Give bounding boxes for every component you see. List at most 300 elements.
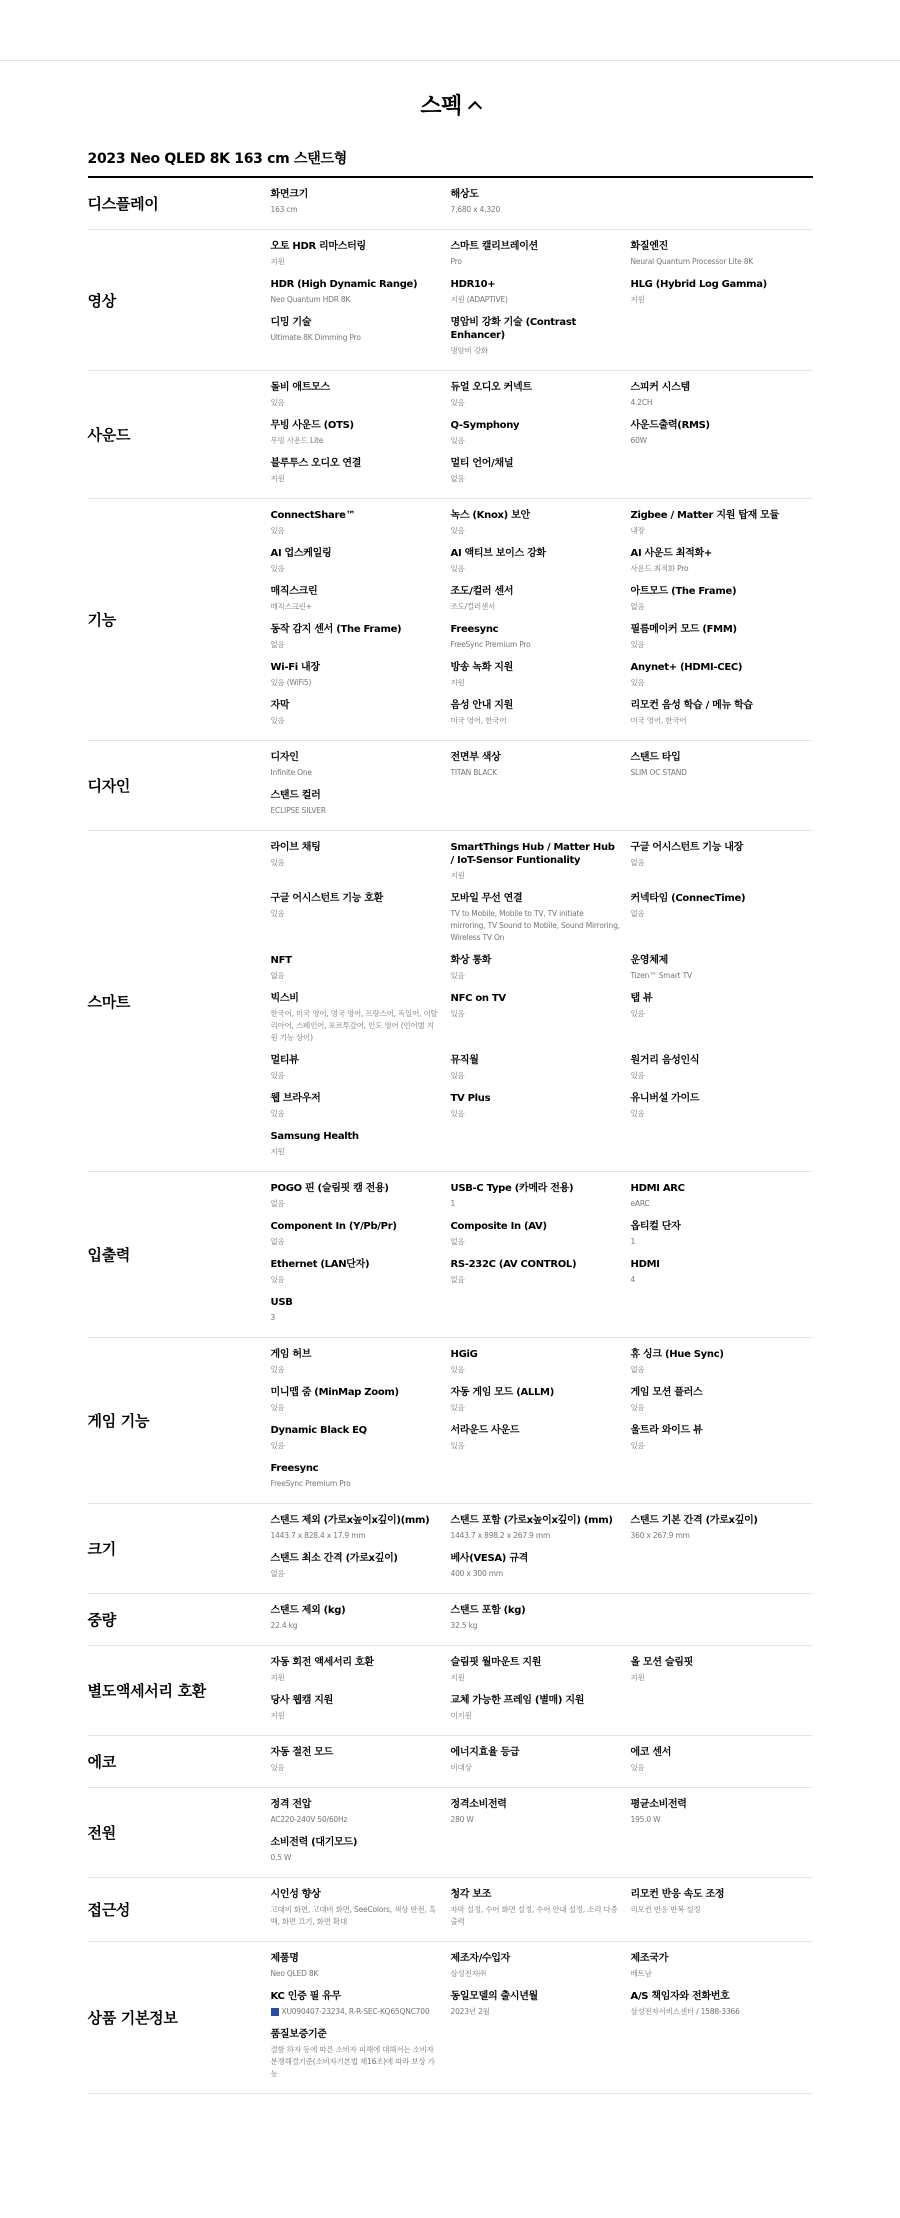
spec-label: 슬림핏 월마운트 지원	[450, 1657, 542, 1668]
spec-item	[451, 841, 631, 892]
spec-label: 제품명	[270, 1953, 299, 1964]
spec-value	[631, 1274, 803, 1286]
spec-value	[451, 435, 621, 447]
section-items	[271, 1878, 813, 1941]
spec-value-text: 없음	[270, 640, 285, 649]
spec-sections	[88, 178, 813, 2094]
spec-item	[451, 278, 631, 316]
spec-value-text: SLIM OC STAND	[630, 768, 687, 777]
spec-label: 게임 모션 플러스	[630, 1387, 703, 1398]
spec-value-text: 있음	[270, 1071, 285, 1080]
spec-value	[631, 857, 803, 869]
spec-value	[271, 1814, 441, 1826]
spec-section	[88, 1594, 813, 1646]
spec-label: NFC on TV	[450, 993, 506, 1004]
spec-item	[631, 1258, 813, 1296]
spec-label: 에너지효율 등급	[450, 1747, 520, 1758]
section-items	[271, 1736, 813, 1787]
spec-value-text: 있음	[450, 436, 465, 445]
spec-value-text: 있음	[270, 1109, 285, 1118]
spec-label: 교체 가능한 프레임 (별매) 지원	[450, 1695, 585, 1706]
spec-value-text: 4.2CH	[630, 398, 653, 407]
spec-value-text: 있음 (WiFi5)	[270, 678, 312, 687]
top-divider	[0, 0, 900, 61]
spec-label: 리모컨 음성 학습 / 메뉴 학습	[630, 700, 753, 711]
spec-value	[451, 1672, 621, 1684]
spec-label: 원거리 음성인식	[630, 1055, 700, 1066]
spec-label: HDMI ARC	[630, 1183, 685, 1194]
spec-value-text: 삼성전자서비스센터 / 1588-3366	[630, 2007, 740, 2016]
spec-section	[88, 1646, 813, 1736]
spec-value	[271, 397, 441, 409]
spec-value-text: 한국어, 미국 영어, 영국 영어, 프랑스어, 독일어, 이탈리아어, 스페인어, 포르투갈어, 인도 영어 (언어별 지원 기능 상이)	[270, 1009, 438, 1042]
section-items	[271, 741, 813, 830]
spec-item	[451, 1092, 631, 1130]
spec-label: 매직스크린	[270, 586, 318, 597]
spec-label: 블루투스 오디오 연결	[270, 458, 362, 469]
spec-value	[271, 1762, 441, 1774]
spec-section	[88, 499, 813, 741]
spec-item	[271, 457, 451, 495]
spec-value	[451, 1070, 621, 1082]
spec-value	[631, 294, 803, 306]
spec-item	[631, 1424, 813, 1462]
spec-value	[271, 908, 441, 920]
section-items	[271, 1788, 813, 1877]
spec-label: Anynet+ (HDMI-CEC)	[630, 662, 743, 673]
spec-item	[271, 1746, 451, 1784]
spec-label: HLG (Hybrid Log Gamma)	[630, 279, 767, 290]
section-title: 별도액세서리 호환	[87, 1682, 206, 1700]
spec-value-text: 없음	[270, 1237, 285, 1246]
spec-value	[271, 2006, 441, 2018]
spec-section	[88, 831, 813, 1172]
spec-label: 스탠드 포함 (kg)	[450, 1605, 526, 1616]
spec-value	[451, 1274, 621, 1286]
spec-label: 에코 센서	[630, 1747, 672, 1758]
spec-value-text: 있음	[630, 1109, 645, 1118]
spec-item	[451, 1888, 631, 1938]
spec-item	[271, 1552, 451, 1590]
spec-value-text: 1443.7 x 828.4 x 17.9 mm	[270, 1531, 366, 1540]
spec-value-text: 32.5 kg	[450, 1621, 478, 1630]
spec-value-text: 고대비 화면, 고대비 화면, SeeColors, 색상 반전, 흑백, 화면 끄기, 화면 확대	[270, 1905, 436, 1926]
spec-value	[451, 563, 621, 575]
spec-item	[451, 1386, 631, 1424]
spec-value-text: 있음	[270, 1763, 285, 1772]
spec-label: 뮤직월	[450, 1055, 479, 1066]
spec-value-text: 없음	[630, 1365, 645, 1374]
page-title: 스펙	[420, 94, 462, 119]
spec-item	[271, 841, 451, 892]
spec-label: Samsung Health	[270, 1131, 359, 1142]
spec-label: 소비전력 (대기모드)	[270, 1837, 358, 1848]
spec-item	[271, 1130, 451, 1168]
spec-value-text: 22.4 kg	[270, 1621, 298, 1630]
spec-label: 울트라 와이드 뷰	[630, 1425, 703, 1436]
spec-value	[271, 473, 441, 485]
spec-value	[451, 1568, 621, 1580]
spec-label: 동일모델의 출시년월	[450, 1991, 538, 2002]
spec-label: 청각 보조	[450, 1889, 492, 1900]
spec-item	[631, 699, 813, 737]
section-items	[271, 1504, 813, 1593]
spec-value-text: 있음	[450, 526, 465, 535]
spec-value-text: 4	[630, 1275, 636, 1284]
spec-section	[88, 1788, 813, 1878]
spec-label: 스마트 캘리브레이션	[450, 241, 538, 252]
spec-label: 옵티컬 단자	[630, 1221, 681, 1232]
spec-value-text: 비대상	[450, 1763, 472, 1772]
spec-item	[271, 509, 451, 547]
spec-value-text: 있음	[270, 1441, 285, 1450]
spec-label: USB	[270, 1297, 293, 1308]
spec-label: HGiG	[450, 1349, 478, 1360]
spec-label: 휴 싱크 (Hue Sync)	[630, 1349, 724, 1360]
spec-value	[631, 2006, 803, 2018]
spec-value	[451, 2006, 621, 2018]
spec-value-text: 7,680 x 4,320	[450, 205, 501, 214]
spec-item	[631, 547, 813, 585]
section-title: 영상	[87, 291, 116, 310]
spec-label: POGO 핀 (슬림핏 캠 전용)	[270, 1183, 389, 1194]
spec-value	[631, 1070, 803, 1082]
spec-item	[631, 1092, 813, 1130]
spec-value	[271, 1852, 441, 1864]
spec-value	[271, 294, 441, 306]
spec-value-text: 리모컨 반응 반복 설정	[630, 1905, 701, 1914]
spec-value	[451, 908, 621, 944]
spec-label: Dynamic Black EQ	[270, 1425, 367, 1436]
spec-value	[451, 1402, 621, 1414]
spec-label: 스탠드 타입	[630, 752, 681, 763]
spec-item	[451, 1220, 631, 1258]
spec-item	[451, 623, 631, 661]
spec-value	[631, 1904, 803, 1916]
spec-item	[271, 381, 451, 419]
spec-value-text: 내장	[630, 526, 645, 535]
spec-label: 서라운드 사운드	[450, 1425, 520, 1436]
spec-item	[451, 1952, 631, 1990]
spec-value-text: 있음	[270, 1365, 285, 1374]
spec-item	[271, 1836, 451, 1874]
spec-value-text: 사운드 최적화 Pro	[630, 564, 689, 573]
spec-item	[631, 1798, 813, 1836]
spec-value-text: 결함 하자 등에 따른 소비자 피해에 대해서는 소비자분쟁해결기준(소비자기본법 제16조)에 따라 보상 가능	[270, 2045, 435, 2078]
spec-section	[88, 1942, 813, 2094]
spec-item	[451, 1656, 631, 1694]
spec-value-text: 지원	[270, 1673, 285, 1682]
spec-label: 명암비 강화 기술 (Contrast Enhancer)	[450, 317, 576, 341]
spec-value	[451, 1530, 621, 1542]
spec-value	[271, 1402, 441, 1414]
spec-value-text: 지원	[270, 1147, 285, 1156]
spec-value-text: 있음	[450, 1071, 465, 1080]
spec-item	[451, 1798, 631, 1836]
spec-value	[451, 970, 621, 982]
spec-label: 조도/컬러 센서	[450, 586, 514, 597]
spec-label: Q-Symphony	[450, 420, 520, 431]
section-title: 에코	[87, 1753, 116, 1771]
spec-value	[631, 1198, 803, 1210]
spec-label: 웹 브라우저	[270, 1093, 321, 1104]
spec-item	[631, 1348, 813, 1386]
spec-item	[451, 751, 631, 789]
spec-value	[271, 1440, 441, 1452]
spec-value-text: 없음	[270, 971, 285, 980]
spec-item	[451, 1604, 631, 1642]
spec-value	[271, 435, 441, 447]
spec-label: 해상도	[450, 189, 479, 200]
spec-label: AI 액티브 보이스 강화	[450, 548, 546, 559]
spec-item	[451, 457, 631, 495]
spec-value-text: 조도/컬러센서	[450, 602, 496, 611]
spec-value-text: 1443.7 x 898.2 x 267.9 mm	[450, 1531, 551, 1540]
spec-value	[451, 204, 621, 216]
spec-value-text: 195.0 W	[630, 1815, 661, 1824]
spec-item	[631, 1990, 813, 2028]
spec-item	[271, 1462, 451, 1500]
spec-value	[451, 767, 621, 779]
spec-item	[451, 1990, 631, 2028]
spec-value	[271, 2044, 441, 2080]
kc-mark-icon	[271, 2008, 279, 2016]
spec-value	[451, 1968, 621, 1980]
spec-item	[271, 1054, 451, 1092]
spec-label: 유니버설 가이드	[630, 1093, 700, 1104]
spec-label: 커넥타임 (ConnecTime)	[630, 893, 746, 904]
spec-value-text: 있음	[630, 640, 645, 649]
spec-value	[451, 677, 621, 689]
spec-label: 자동 게임 모드 (ALLM)	[450, 1387, 554, 1398]
spec-value	[451, 639, 621, 651]
spec-item	[271, 1798, 451, 1836]
spec-label: 듀얼 오디오 커넥트	[450, 382, 532, 393]
spec-value-text: 없음	[630, 909, 645, 918]
spec-item	[451, 381, 631, 419]
spec-label: NFT	[270, 955, 292, 966]
section-title: 스마트	[87, 992, 131, 1011]
section-items	[271, 499, 813, 740]
spec-label: 스탠드 제외 (kg)	[270, 1605, 346, 1616]
spec-value-text: 명암비 강화	[450, 346, 488, 355]
spec-section	[88, 1736, 813, 1788]
spec-item	[451, 1746, 631, 1784]
spec-value	[271, 1620, 441, 1632]
spec-label: AI 사운드 최적화+	[630, 548, 712, 559]
section-items	[271, 178, 813, 229]
spec-value-text: 지원	[270, 474, 285, 483]
spec-value	[631, 601, 803, 613]
spec-item	[271, 789, 451, 827]
spec-item	[451, 1348, 631, 1386]
spec-label: HDR10+	[450, 279, 496, 290]
spec-value-text: 있음	[270, 564, 285, 573]
spec-item	[271, 1694, 451, 1732]
spec-value	[631, 1402, 803, 1414]
spec-value-text: 있음	[270, 716, 285, 725]
spec-item	[271, 992, 451, 1054]
section-title: 전원	[87, 1824, 116, 1842]
spec-label: HDMI	[630, 1259, 660, 1270]
spec-label: 디밍 기술	[270, 317, 312, 328]
section-title: 기능	[87, 611, 116, 629]
spec-value	[271, 1710, 441, 1722]
spec-value	[451, 1108, 621, 1120]
spec-label: 품질보증기준	[270, 2029, 327, 2040]
spec-item	[631, 992, 813, 1054]
spec-item	[451, 188, 631, 226]
spec-label: 정격소비전력	[450, 1799, 507, 1810]
spec-value-text: 지원 (ADAPTIVE)	[450, 295, 508, 304]
spec-item	[271, 661, 451, 699]
spec-item	[631, 1656, 813, 1694]
spec-label: 스탠드 컬러	[270, 790, 321, 801]
spec-label: 구글 어시스턴트 기능 내장	[630, 842, 744, 853]
spec-value	[451, 294, 621, 306]
spec-label: 자동 회전 액세서리 호환	[270, 1657, 374, 1668]
spec-value-text: 있음	[450, 1441, 465, 1450]
section-items	[271, 831, 813, 1171]
spec-value-text: 미지원	[450, 1711, 472, 1720]
spec-label: A/S 책임자와 전화번호	[630, 1991, 730, 2002]
spec-value	[271, 1070, 441, 1082]
spec-item	[271, 1656, 451, 1694]
spec-value	[451, 1904, 621, 1928]
spec-value	[631, 639, 803, 651]
section-title: 크기	[87, 1540, 116, 1558]
spec-value-text: 없음	[270, 1569, 285, 1578]
spec-value	[451, 345, 621, 357]
spec-value-text: 지원	[630, 1673, 645, 1682]
section-title: 입출력	[87, 1246, 131, 1264]
spec-value	[631, 1440, 803, 1452]
spec-label: KC 인증 필 유무	[270, 1991, 341, 2002]
spec-value-text: 있음	[450, 971, 465, 980]
spec-section	[88, 178, 813, 230]
spec-item	[451, 1514, 631, 1552]
spec-item	[271, 1348, 451, 1386]
spec-value-text: 있음	[270, 858, 285, 867]
spec-item	[631, 381, 813, 419]
spec-item	[631, 278, 813, 316]
spec-item	[631, 841, 813, 892]
spec-value	[631, 525, 803, 537]
spec-item	[271, 1514, 451, 1552]
spec-label: 올 모션 슬림핏	[630, 1657, 694, 1668]
spec-item	[271, 699, 451, 737]
spec-label: 스탠드 기본 간격 (가로x깊이)	[630, 1515, 758, 1526]
spec-value	[451, 601, 621, 613]
spec-value	[631, 256, 803, 268]
spec-value-text: 있음	[630, 1071, 645, 1080]
spec-item	[271, 1888, 451, 1938]
spec-value-text: Neo QLED 8K	[270, 1969, 319, 1978]
spec-section	[88, 1878, 813, 1942]
spec-item	[631, 1386, 813, 1424]
spec-label: 필름메이커 모드 (FMM)	[630, 624, 737, 635]
spec-value	[631, 970, 803, 982]
spec-item	[631, 240, 813, 278]
spec-item	[631, 1746, 813, 1784]
spec-label: 디자인	[270, 752, 299, 763]
spec-label: 멀티 언어/채널	[450, 458, 514, 469]
spec-label: 사운드출력(RMS)	[630, 420, 710, 431]
spec-label: ConnectShare™	[270, 510, 356, 521]
spec-item	[631, 1888, 813, 1938]
spec-item	[271, 1220, 451, 1258]
spec-label: 스탠드 제외 (가로x높이x깊이)(mm)	[270, 1515, 430, 1526]
spec-value-text: TITAN BLACK	[450, 768, 497, 777]
spec-value	[271, 1274, 441, 1286]
spec-value	[631, 677, 803, 689]
spec-label: 게임 허브	[270, 1349, 312, 1360]
spec-value-text: 지원	[450, 871, 465, 880]
spec-item	[451, 1258, 631, 1296]
spec-value-text: 있음	[450, 1403, 465, 1412]
spec-label: 화질엔진	[630, 241, 668, 252]
spec-label: 돌비 애트모스	[270, 382, 330, 393]
spec-item	[271, 547, 451, 585]
spec-value-text: 있음	[450, 1009, 465, 1018]
spec-label: 라이브 채팅	[270, 842, 321, 853]
spec-value	[271, 332, 441, 344]
spec-label: RS-232C (AV CONTROL)	[450, 1259, 577, 1270]
spec-label: 아트모드 (The Frame)	[630, 586, 737, 597]
spec-value	[631, 767, 803, 779]
spec-value	[271, 639, 441, 651]
spec-value-text: 있음	[450, 1109, 465, 1118]
spec-section	[88, 1504, 813, 1594]
spec-value-text: 없음	[450, 1275, 465, 1284]
spec-toggle[interactable]	[420, 89, 480, 120]
spec-value	[271, 1568, 441, 1580]
spec-item	[451, 316, 631, 367]
spec-value-text: 지원	[450, 678, 465, 687]
spec-label: Component In (Y/Pb/Pr)	[270, 1221, 397, 1232]
spec-label: 시인성 향상	[270, 1889, 321, 1900]
spec-value-text: 미국 영어, 한국어	[450, 716, 507, 725]
spec-value-text: 400 x 300 mm	[450, 1569, 503, 1578]
spec-label: Wi-Fi 내장	[270, 662, 320, 673]
spec-value	[451, 1710, 621, 1722]
spec-value-text: 있음	[270, 526, 285, 535]
spec-item	[631, 1952, 813, 1990]
spec-value	[631, 1814, 803, 1826]
spec-value	[271, 677, 441, 689]
section-title: 디스플레이	[87, 195, 159, 213]
spec-label: Freesync	[450, 624, 499, 635]
spec-value-text: 3	[270, 1313, 276, 1322]
spec-value	[451, 525, 621, 537]
spec-value	[631, 1236, 803, 1248]
spec-value	[271, 1478, 441, 1490]
spec-label: 전면부 색상	[450, 752, 501, 763]
spec-value	[271, 1198, 441, 1210]
section-title: 접근성	[87, 1901, 131, 1919]
spec-item	[451, 240, 631, 278]
spec-item	[271, 1386, 451, 1424]
spec-value-text: 없음	[630, 858, 645, 867]
spec-value-text: 지원	[450, 1673, 465, 1682]
spec-label: 평균소비전력	[630, 1799, 687, 1810]
spec-label: USB-C Type (카메라 전용)	[450, 1183, 574, 1194]
spec-item	[451, 1182, 631, 1220]
spec-item	[271, 1990, 451, 2028]
spec-value-text: 있음	[270, 909, 285, 918]
spec-value-text: 있음	[450, 398, 465, 407]
spec-item	[271, 419, 451, 457]
